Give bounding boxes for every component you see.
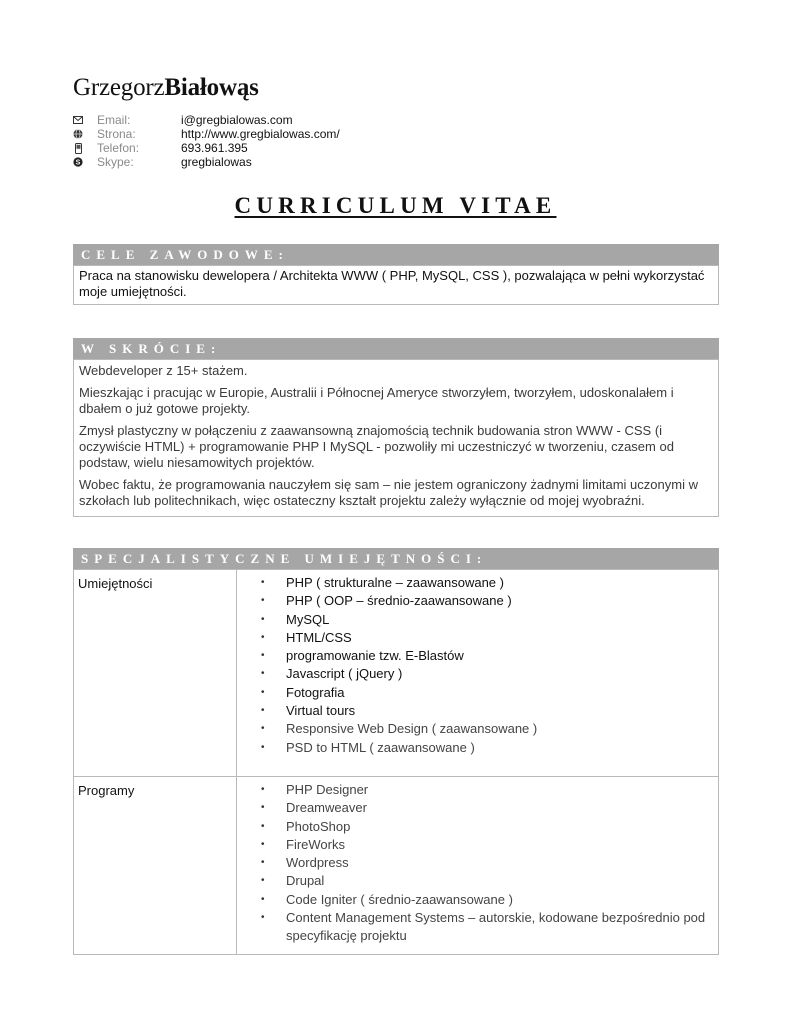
list-item: • PHP ( strukturalne – zaawansowane ) <box>261 575 504 590</box>
contact-label: Email: <box>97 113 131 127</box>
summary-paragraph: Mieszkając i pracując w Europie, Australii i Północnej Ameryce stworzyłem, tworzyłem, udoskonalałem i dbałem o już gotowe projekty. <box>79 385 674 416</box>
last-name: Białowąs <box>164 74 259 101</box>
list-item: • Dreamweaver <box>261 800 367 816</box>
list-item: • Responsive Web Design ( zaawansowane ) <box>261 721 538 737</box>
list-item: • HTML/CSS <box>261 629 352 645</box>
skills-list <box>237 574 718 757</box>
skills-list-cell <box>237 570 719 777</box>
section-heading-summary: W SKRÓCIE: <box>73 338 719 359</box>
summary-paragraph: Zmysł plastyczny w połączeniu z zaawansowną znajomością technik budowania stron WWW - CSS (i oczywiście HTML) + programowanie PHP I MySQL - pozwoliły mi uczestniczyć w tworzeniu, czasem od podstaw, wielu niesamowitych projektów. <box>79 423 674 470</box>
summary-paragraph: Webdeveloper z 15+ stażem. <box>79 363 248 378</box>
phone-icon <box>73 143 83 153</box>
list-item: • MySQL <box>261 611 330 627</box>
svg-text:S: S <box>75 159 81 167</box>
contact-label: Skype: <box>97 155 134 169</box>
section-goals-body <box>73 265 719 305</box>
list-item: • PhotoShop <box>261 818 351 834</box>
list-item: • PHP Designer <box>261 782 369 797</box>
list-item: • Code Igniter ( średnio-zaawansowane ) <box>261 891 513 907</box>
list-item: • PHP ( OOP – średnio-zaawansowane ) <box>261 593 512 609</box>
section-heading-skills: SPECJALISTYCZNE UMIEJĘTNOŚCI: <box>73 548 719 569</box>
list-item: • FireWorks <box>261 836 345 852</box>
list-item: • Wordpress <box>261 855 349 871</box>
skype-icon <box>73 157 83 167</box>
contact-list <box>73 113 340 169</box>
skype-handle: gregbialowas <box>181 155 252 169</box>
phone-number: 693.961.395 <box>181 141 248 155</box>
list-item: • programowanie tzw. E-Blastów <box>261 648 464 664</box>
contact-skype <box>73 155 340 169</box>
programs-list <box>237 781 718 946</box>
skills-category: Umiejętności <box>74 570 237 777</box>
table-row <box>74 570 719 777</box>
list-item: • Virtual tours <box>261 703 356 719</box>
skills-list-cell <box>237 777 719 955</box>
page-title <box>73 74 259 102</box>
list-item: • Fotografia <box>261 684 345 700</box>
list-item: • Drupal <box>261 873 325 889</box>
globe-icon <box>73 129 83 139</box>
email-icon <box>73 115 83 125</box>
summary-paragraph: Wobec faktu, że programowania nauczyłem się sam – nie jestem ograniczony żadnymi limitami uczonymi w szkołach lub politechnikach, więc ostateczny kształt projektu zależy wyłącznie od mojej wyobraźni. <box>79 477 698 508</box>
section-summary-body <box>73 359 719 517</box>
contact-label: Strona: <box>97 127 136 141</box>
goals-text: Praca na stanowisku dewelopera / Architekta WWW ( PHP, MySQL, CSS ), pozwalająca w pełni wykorzystać moje umiejętności. <box>79 268 705 299</box>
first-name: Grzegorz <box>73 74 165 101</box>
contact-email <box>73 113 340 127</box>
list-item: • PSD to HTML ( zaawansowane ) <box>261 739 475 755</box>
email-link[interactable]: i@gregbialowas.com <box>181 113 293 127</box>
contact-website <box>73 127 340 141</box>
document-heading: CURRICULUM VITAE <box>234 193 557 218</box>
list-item: • Content Management Systems – autorskie, kodowane bezpośrednio pod specyfikację projektu <box>261 910 706 944</box>
section-heading-goals: CELE ZAWODOWE: <box>73 244 719 265</box>
website-link[interactable]: http://www.gregbialowas.com/ <box>181 127 340 141</box>
skills-table <box>73 569 719 955</box>
contact-phone <box>73 141 340 155</box>
contact-label: Telefon: <box>97 141 140 155</box>
list-item: • Javascript ( jQuery ) <box>261 666 403 682</box>
table-row <box>74 777 719 955</box>
skills-category: Programy <box>74 777 237 955</box>
